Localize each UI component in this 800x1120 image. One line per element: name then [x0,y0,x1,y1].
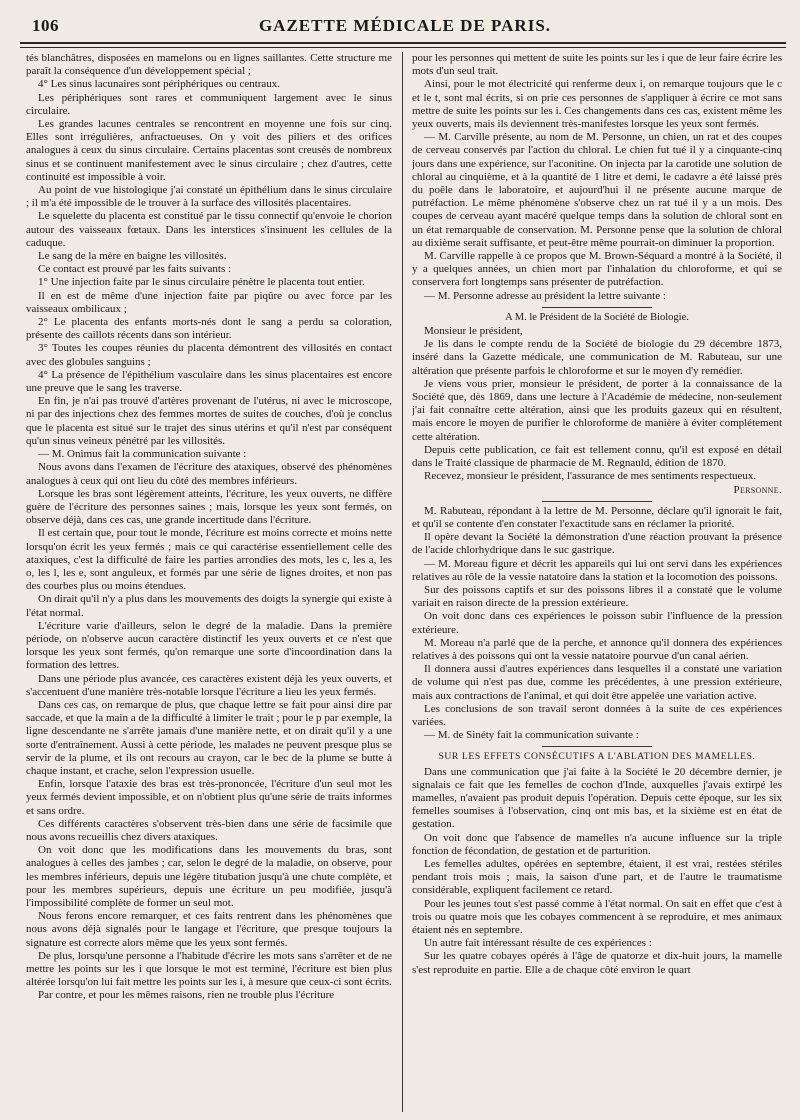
letter-salutation: Monsieur le président, [424,325,523,338]
paragraph: 2° Le placenta des enfants morts-nés dont le sang a perdu sa coloration, présente des caillots récents dans son intérieur. [26,316,392,342]
page-number: 106 [32,16,59,35]
paragraph: Le sang de la mère en baigne les villosités. [38,250,227,263]
section-intro: — M. Personne adresse au président la lettre suivante : [424,289,666,302]
paragraph: Pour les jeunes tout s'est passé comme à l'état normal. On sait en effet que c'est à trois ou quatre mois que les cobayes commencent à se reproduire, et mes animaux étaient nés en septembre. [412,897,782,936]
paragraph: Je lis dans le compte rendu de la Société de biologie du 29 décembre 1873, inséré dans la Gazette médicale, une communication de M. Rabuteau, sur une altération que présente parfois le chloroforme et sur le moyen d'y remédier. [412,338,782,377]
paragraph: Il opère devant la Société la démonstration d'une réaction prouvant la présence de l'acide chlorhydrique dans le suc gastrique. [412,531,782,557]
paragraph: Les grandes lacunes centrales se rencontrent en moyenne une fois sur cinq. Elles sont irrégulières, anfractueuses. On y voit des piliers et des orifices analogues à ceux du sinus circulaire. Certains placentas sont creusés de nombreux sinus et se continuent manifestement avec le sinus circulaire ; chez d'autres, cette continuité est impossible à voir. [26,118,392,183]
paragraph: On voit donc dans ces expériences le poisson subir l'influence de la pression extérieure. [412,610,782,636]
letter-address: A M. le Président de la Société de Biologie. [505,311,689,323]
paragraph: Je viens vous prier, monsieur le président, de porter à la connaissance de la Société que, dès 1869, dans une lecture à l'Académie de médecine, non-seulement j'ai fait connaître cette altération, ainsi que les produits gazeux qui en résultent, mais encore le moyen de purifier le chloroforme de manière à éviter complétement cette altération. [412,377,782,443]
header-rule-thick [20,42,786,44]
letter-signature: Personne. [733,483,782,496]
paragraph: Lorsque les bras sont légèrement atteints, l'écriture, les yeux ouverts, ne diffère guère de l'écriture des personnes saines ; mais, lorsque les yeux sont fermés, on observe déjà, dans ces cas, une grande incertitude dans l'écriture. [26,487,392,527]
separator-rule [542,307,652,308]
header-rule-thin [20,47,786,48]
journal-title: GAZETTE MÉDICALE DE PARIS. [258,16,552,35]
paragraph: Nous ferons encore remarquer, et ces faits rentrent dans les phénomènes que nous avons déjà signalés pour le langage et l'écriture, que presque toujours la signature est correcte alors même que les yeux sont fermés. [26,910,392,949]
paragraph: Ce contact est prouvé par les faits suivants : [38,263,232,276]
paragraph: Ainsi, pour le mot électricité qui renferme deux i, on remarque toujours que le c et le t, sont mal écrits, si on prie ces personnes de s'appliquer à écrire ce mot sans mettre de suite les points sur les i. Ces changements dans ces cas, existent même les yeux ouverts, mais ils deviennent très-manifestes lorsque les yeux sont fermés. [412,78,782,131]
paragraph: M. Carville rappelle à ce propos que M. Brown-Séquard a montré à la Société, il y a quelques années, un chien mort par l'inhalation du chloroforme, et qui se conservera fort longtemps sans présenter de putréfaction. [412,250,782,289]
paragraph: 4° La présence de l'épithélium vasculaire dans les sinus placentaires est encore une preuve que le sang les traverse. [26,368,392,395]
paragraph: On dirait qu'il n'y a plus dans les mouvements des doigts la synergie qui existe à l'état normal. [26,593,392,619]
paragraph: On voit donc que les modifications dans les mouvements du bras, sont analogues à celles des jambes ; car, selon le degré de la maladie, on observe, pour les membres inférieurs, depuis une légère titubation jusqu'à une chute complète, et pour les membres supérieurs, depuis une écriture un peu modifiée, jusqu'à l'impossibilité complète de former un seul mot. [26,844,392,909]
paragraph: Sur les quatre cobayes opérés à l'âge de quatorze et dix-huit jours, la mamelle s'est reproduite en partie. Elle a de chaque côté environ le quart [412,950,782,976]
page-header [24,14,786,40]
paragraph: Sur des poissons captifs et sur des poissons libres il a constaté que le volume variait en raison directe de la pression extérieure. [412,583,782,610]
paragraph: Dans ces cas, on remarque de plus, que chaque lettre se fait pour ainsi dire par saccade, et que la main a de la difficulté à limiter le trait ; pour le p par exemple, la ligne descendante ne s'arrête jamais d'une manière nette, et on dirait qu'il y a une sorte d'entraînement. Aussi à cette période, les malades ne peuvent presque plus se servir de la plume, et ils ont recours au crayon, car le bec de la plume se butte à chaque instant, et crache, selon l'expression usuelle. [26,698,392,777]
paragraph: tés blanchâtres, disposées en mamelons ou en lignes saillantes. Cette structure me paraît la conséquence d'un développement spécial ; [26,52,392,78]
paragraph: Il donnera aussi d'autres expériences dans lesquelles il a constaté une variation de volume qui n'est pas due, comme les précédentes, à une pression extérieure, mais aux contractions de l'animal, et qui doit être appelée une variation active. [412,663,782,702]
paragraph: Au point de vue histologique j'ai constaté un épithélium dans le sinus circulaire ; il m'a été impossible de le trouver à la surface des villosités placentaires. [26,184,392,210]
paragraph: Par contre, et pour les mêmes raisons, rien ne trouble plus l'écriture [38,989,335,1002]
article-heading: SUR LES EFFETS CONSÉCUTIFS A L'ABLATION DES MAMELLES. [438,751,756,763]
separator-rule [542,501,652,502]
section-intro: — M. de Sinéty fait la communication suivante : [424,729,639,742]
paragraph: Recevez, monsieur le président, l'assurance de mes sentiments respectueux. [424,470,757,483]
paragraph: 1° Une injection faite par le sinus circulaire pénètre le placenta tout entier. [38,276,365,289]
paragraph: Il est certain que, pour tout le monde, l'écriture est moins correcte et moins nette lorsqu'on écrit les yeux fermés ; mais ce qui caractérise essentiellement celle des ataxiques, c'est la difficulté de faire les parties arrondies des mots, les c, les a, les o, les l, les e, sont anguleux, et formés par une série de lignes droites, et non pas des courbes plus ou moins étendues. [26,527,392,593]
paragraph: Les périphériques sont rares et communiquent largement avec le sinus circulaire. [26,91,392,117]
paragraph: En fin, je n'ai pas trouvé d'artères provenant de l'utérus, ni avec le microscope, ni par des injections chez des femmes mortes de suites de couches, d'où je conclus que le placenta est situé sur le trajet des sinus utérins et qu'il n'est par conséquent qu'un sinus veineux pénétré par les villosités. [26,395,392,447]
paragraph: Les conclusions de son travail seront données à la suite de ces expériences variées. [412,702,782,728]
paragraph: L'écriture varie d'ailleurs, selon le degré de la maladie. Dans la première période, on n'observe aucun caractère distinctif les yeux ouverts et ce n'est que lorsque les yeux sont fermés, qu'on remarque une sorte d'incoordination dans la formation des lettres. [26,619,392,672]
left-column [26,52,392,1116]
paragraph: Depuis cette publication, ce fait est tellement connu, qu'il est exposé en détail dans le Traité classique de pharmacie de M. Regnauld, édition de 1870. [412,443,782,470]
paragraph: Ces différents caractères s'observent très-bien dans une série de facsimile que nous avons recueillis chez divers ataxiques. [26,817,392,843]
separator-rule [542,746,652,747]
column-divider [402,52,403,1112]
paragraph: Les femelles adultes, opérées en septembre, étaient, il est vrai, restées stériles pendant trois mois ; mais, la saison d'une part, et de l'autre le traumatisme considérable, expliquent facilement ce retard. [412,857,782,897]
paragraph: pour les personnes qui mettent de suite les points sur les i que de leur faire écrire les mots d'un seul trait. [412,52,782,78]
section-intro: — M. Moreau figure et décrit les appareils qui lui ont servi dans les expériences relatives au rôle de la vessie natatoire dans la station et la locomotion des poissons. [412,557,782,583]
paragraph: Il en est de même d'une injection faite par piqûre ou avec force par les vaisseaux ombilicaux ; [26,289,392,315]
paragraph: Nous avons dans l'examen de l'écriture des ataxiques, observé des phénomènes analogues à ceux qui ont lieu du côté des membres inférieurs. [26,461,392,487]
section-intro: — M. Carville présente, au nom de M. Personne, un chien, un rat et des coupes de cerveau conservés par l'action du chloral. Le chien fut tué il y a cinquante-cinq jours dans une expérience, sur l'aconitine. On injecta par la carotide une solution de chloral au cinquième, et à la quantité de 1 litre et demi, le cadavre a été laissé près du poêle dans le laboratoire, et aujourd'hui il ne présente aucune marque de putréfaction. Le même phénomène s'observe chez un rat tué il y a un mois. Des coupes de cerveau ayant macéré quelque temps dans la solution de chloral sont en un état remarquable de conservation. M. Personne pense que la solution de chloral au dixième serait suffisante, et peut-être même pourrait-on diminuer la proportion. [412,131,782,249]
paragraph: Un autre fait intéressant résulte de ces expériences : [424,937,652,950]
paragraph: 4° Les sinus lacunaires sont périphériques ou centraux. [38,78,281,91]
paragraph: Le squelette du placenta est constitué par le tissu connectif qu'envoie le chorion autour des vaisseaux fœtaux. Dans les interstices s'insinuent les cellules de la caduque. [26,210,392,249]
section-intro: — M. Onimus fait la communication suivante : [38,448,247,461]
right-column [412,52,782,1116]
paragraph: M. Rabuteau, répondant à la lettre de M. Personne, déclare qu'il ignorait le fait, et qu'il se contente d'en constater l'exactitude sans en réclamer la priorité. [412,504,782,530]
paragraph: M. Moreau n'a parlé que de la perche, et annonce qu'il donnera des expériences relatives à des poissons qui ont la vessie natatoire pourvue d'un canal aérien. [412,636,782,662]
paragraph: Enfin, lorsque l'ataxie des bras est très-prononcée, l'écriture d'un seul mot les yeux fermés devient impossible, et on n'obtient plus qu'une série de traits informes et sans ordre. [26,778,392,817]
paragraph: De plus, lorsqu'une personne a l'habitude d'écrire les mots sans s'arrêter et de ne mettre les points sur les i que lorsque le mot est terminé, l'écriture est bien plus altérée lorsqu'on lui fait mettre les points sur les i, à mesure que ceux-ci sont écrits. [26,949,392,989]
paragraph: Dans une période plus avancée, ces caractères existent déjà les yeux ouverts, et s'accentuent d'une manière très-notable lorsque l'écriture a lieu les yeux fermés. [26,672,392,698]
paragraph: On voit donc que l'absence de mamelles n'a aucune influence sur la triple fonction de fécondation, de gestation et de parturition. [412,831,782,857]
paragraph: 3° Toutes les coupes réunies du placenta démontrent des villosités en contact avec des globules sanguins ; [26,342,392,368]
paragraph: Dans une communication que j'ai faite à la Société le 20 décembre dernier, je signalais ce fait que les femelles de cochon d'Inde, auxquelles j'avais extirpé les mamelles, n'avaient pas produit depuis l'opération. Depuis cette époque, sur les six femelles soumises à l'observation, cinq ont mis bas, et la sixième est en état de gestation. [412,765,782,831]
